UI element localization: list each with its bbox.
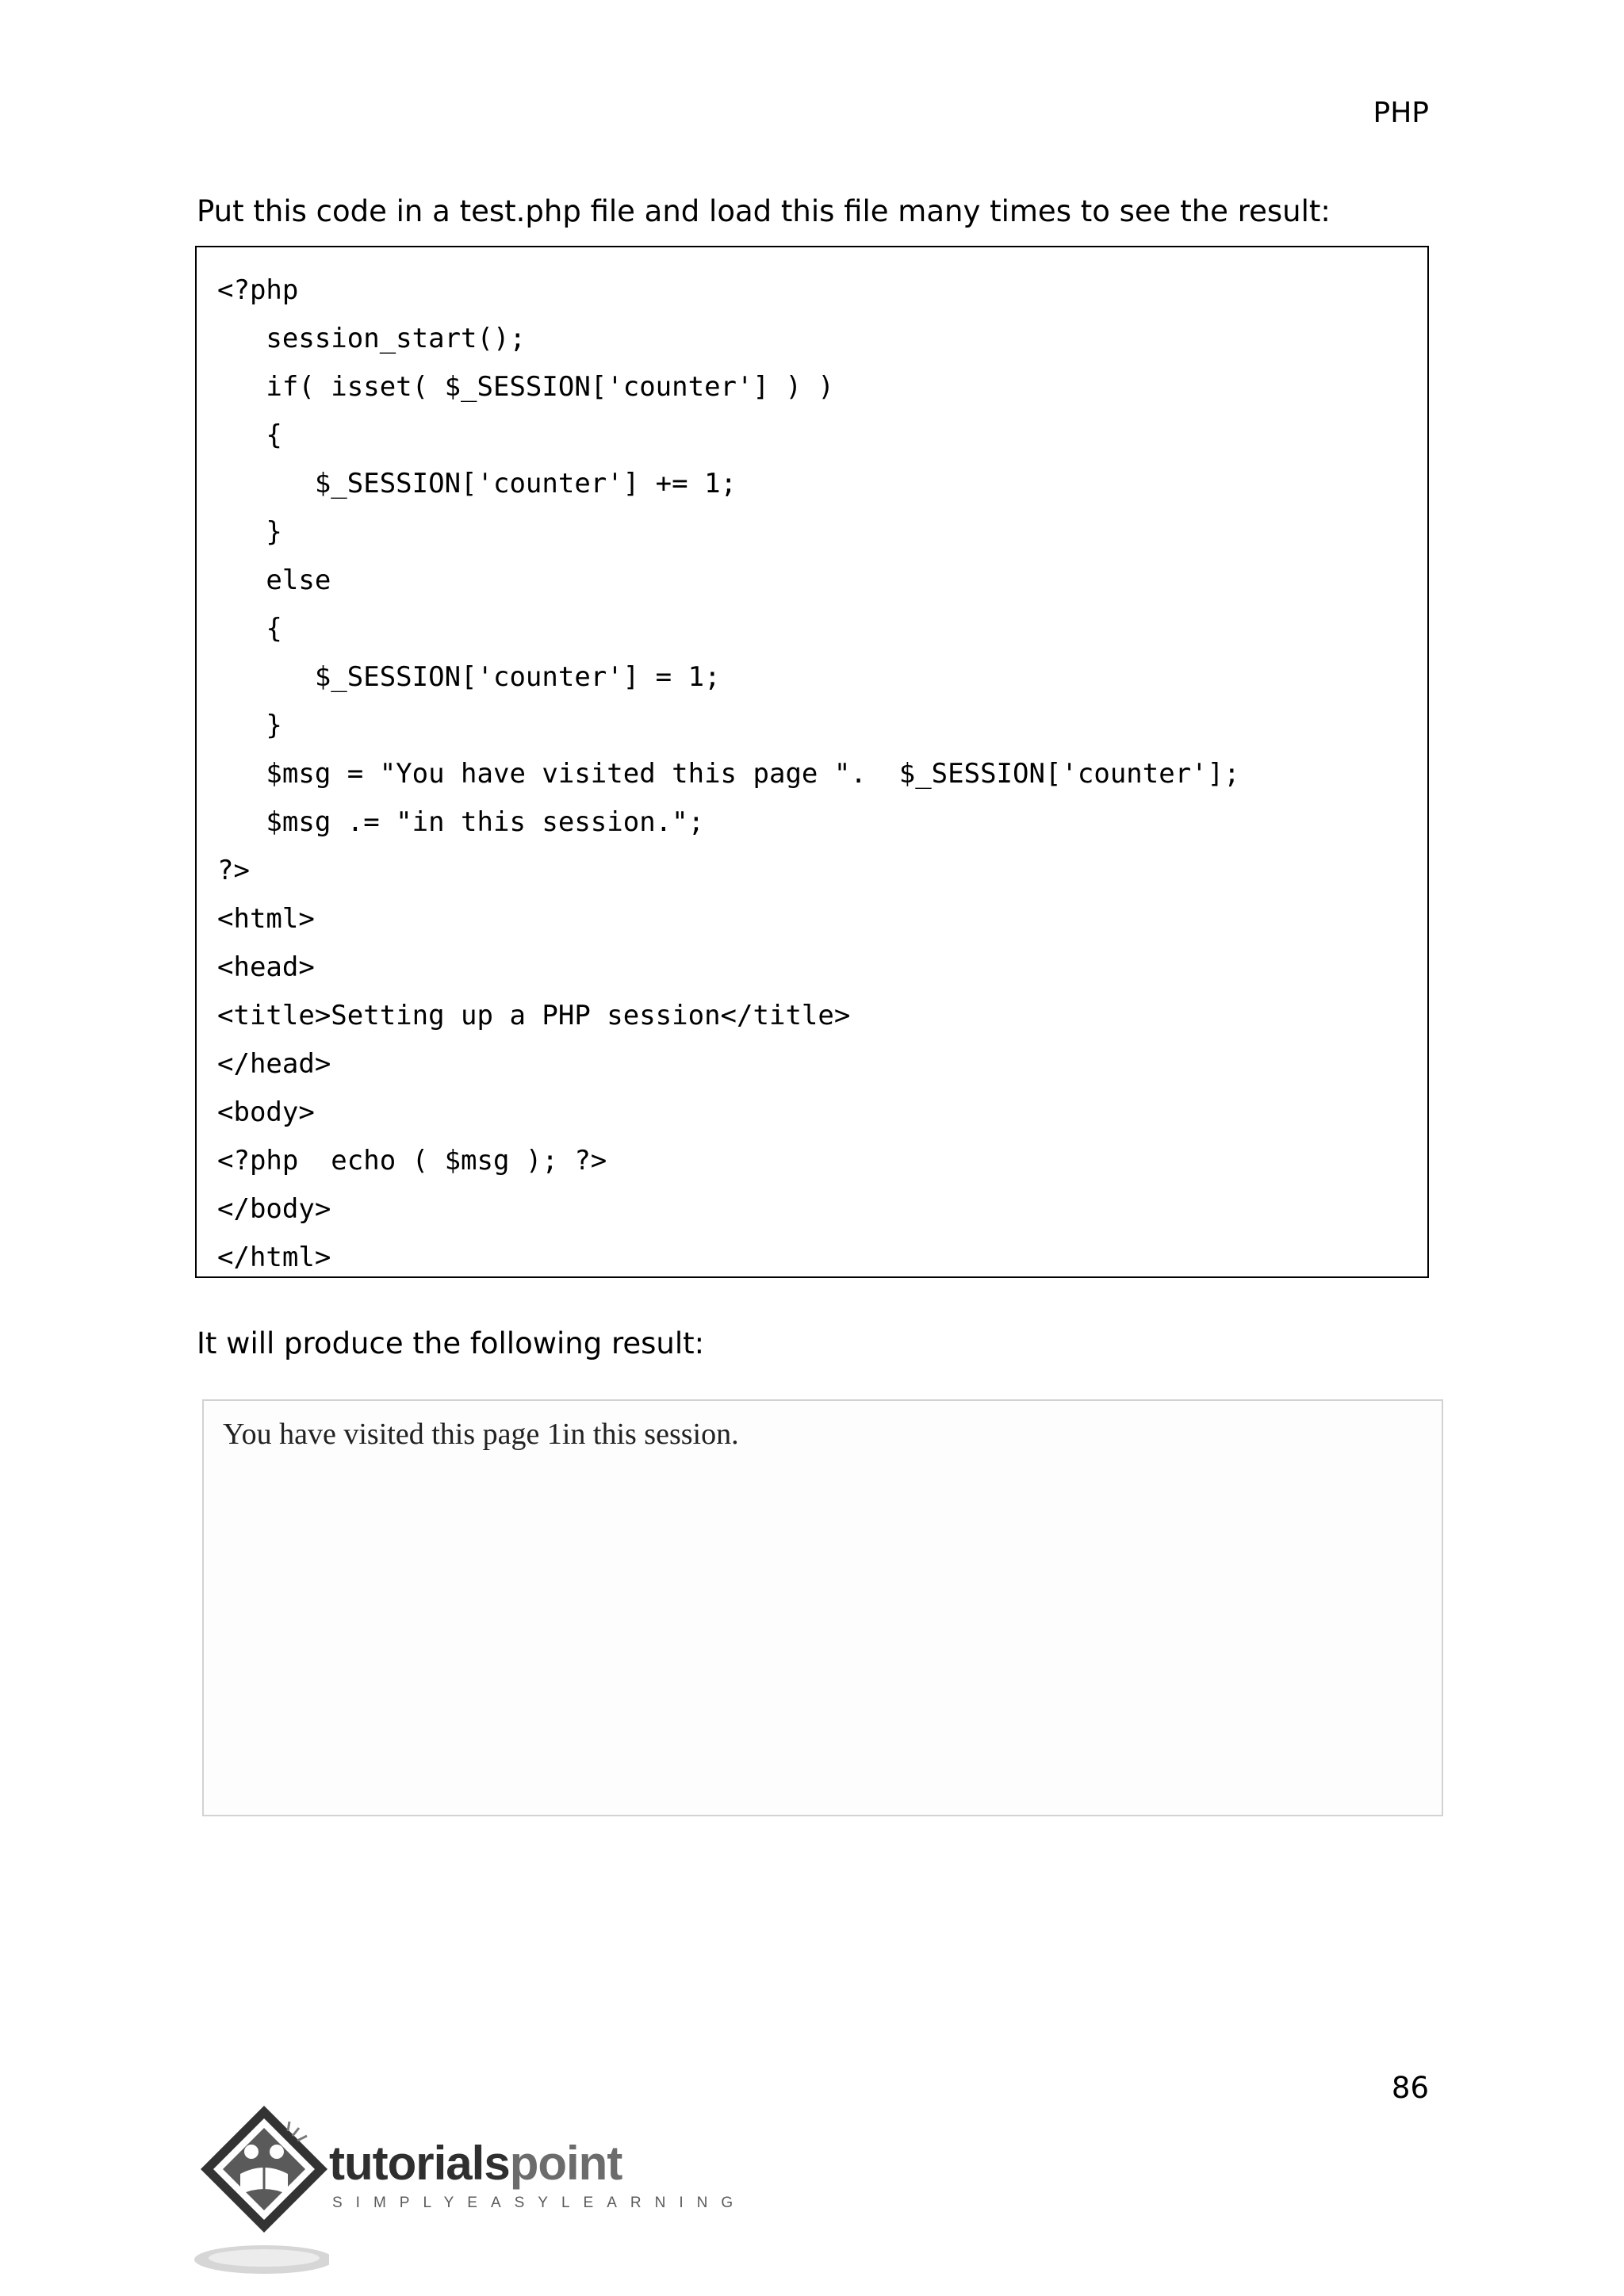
code-line: $_SESSION['counter'] += 1; — [217, 468, 737, 499]
code-line: session_start(); — [217, 323, 526, 354]
code-line: <?php echo ( $msg ); ?> — [217, 1145, 607, 1177]
logo-wordmark — [329, 2136, 622, 2191]
code-line: <?php — [217, 274, 299, 306]
code-line: { — [217, 419, 282, 451]
page-number: 86 — [1391, 2071, 1429, 2105]
code-line: } — [217, 516, 282, 548]
running-header: PHP — [1373, 97, 1429, 129]
code-line: $msg .= "in this session."; — [217, 806, 705, 838]
tutorialspoint-logo — [194, 2101, 747, 2283]
code-line: </head> — [217, 1048, 331, 1080]
logo-emblem-icon — [194, 2101, 329, 2283]
intro-paragraph: Put this code in a test.php file and load this file many times to see the result: — [197, 194, 1331, 228]
browser-output-screenshot — [202, 1399, 1443, 1816]
code-line: </html> — [217, 1242, 331, 1273]
logo-wordmark-dark: tutorials — [329, 2137, 510, 2190]
code-line: <title>Setting up a PHP session</title> — [217, 1000, 851, 1031]
code-line: else — [217, 564, 331, 596]
logo-wordmark-light: point — [509, 2137, 622, 2190]
code-line: } — [217, 710, 282, 741]
code-line: </body> — [217, 1193, 331, 1225]
code-line: <body> — [217, 1096, 315, 1128]
code-line: $_SESSION['counter'] = 1; — [217, 661, 721, 693]
code-line: <head> — [217, 951, 315, 983]
code-line: if( isset( $_SESSION['counter'] ) ) — [217, 371, 834, 403]
result-intro-paragraph: It will produce the following result: — [197, 1326, 705, 1360]
code-block — [195, 246, 1429, 1278]
code-line: $msg = "You have visited this page ". $_SESSION['counter']; — [217, 758, 1240, 790]
code-line: ?> — [217, 855, 250, 886]
browser-output-text: You have visited this page 1in this session. — [223, 1418, 739, 1451]
code-line: { — [217, 613, 282, 645]
code-line: <html> — [217, 903, 315, 935]
logo-tagline: SIMPLYEASYLEARNING — [332, 2195, 747, 2211]
